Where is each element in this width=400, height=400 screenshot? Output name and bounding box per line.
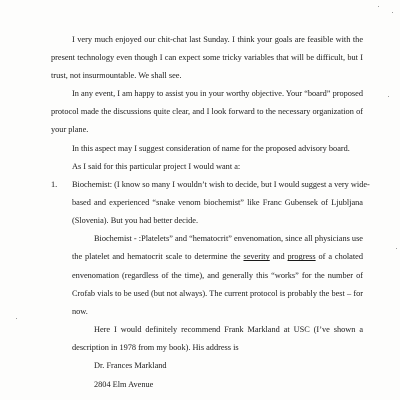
para5-line2-end: of a cholated <box>315 252 363 262</box>
para5-line4: Crofab vials to be used (but not always). The current protocol is probably the best – for <box>72 288 363 298</box>
item1-line3: (Slovenia). But you had better decide. <box>72 216 199 226</box>
progress-underlined: progress <box>287 252 316 262</box>
scan-speck <box>392 12 393 13</box>
para5-line5: now. <box>72 306 88 316</box>
scan-speck <box>388 96 389 97</box>
list-item-number: 1. <box>51 179 58 189</box>
item1-line2: based and experienced “snake venom biochemist” like Franc Gubensek of Ljubljana <box>72 198 363 207</box>
para6-line1: Here I would definitely recommend Frank Markland at USC (I’ve shown a <box>94 325 363 335</box>
para5-line2-start: the platelet and hematocrit scale to determine the <box>72 252 244 262</box>
address-name: Dr. Frances Markland <box>94 361 167 371</box>
para5-line2 <box>72 253 363 261</box>
para1-line1: I very much enjoyed our chit-chat last Sunday. I think your goals are feasible with the <box>72 34 363 44</box>
para2-line2: protocol made the discussions quite clear, and I look forward to the necessary organization of <box>51 107 363 117</box>
para3: In this aspect may I suggest consideration of name for the proposed advisory board. <box>72 143 350 153</box>
para5-line3: envenomation (regardless of the time), and generally this “works” for the number of <box>72 270 363 280</box>
para6-line2: description in 1978 from my book). His address is <box>72 343 239 353</box>
address-street: 2804 Elm Avenue <box>94 379 154 389</box>
item1-line1: Biochemist: (I know so many I wouldn’t wish to decide, but I would suggest a very wide- <box>72 179 370 189</box>
para2-line1: In any event, I am happy to assist you in your worthy objective. Your “board” proposed <box>72 89 363 98</box>
scan-speck <box>16 318 17 319</box>
severity-underlined: severity <box>243 252 270 262</box>
para1-line2: present technology even though I can expect some tricky variables that will be difficult, but I <box>51 52 363 62</box>
para5-line2-mid: and <box>269 252 288 262</box>
para2-line3: your plane. <box>51 125 89 135</box>
para1-line3: trust, not insurmountable. We shall see. <box>51 70 182 80</box>
scan-speck <box>378 6 379 7</box>
para4: As I said for this particular project I would want a: <box>72 161 241 171</box>
para5-line1: Biochemist - :Platelets” and “hematocrit” envenomation, since all physicians use <box>94 234 363 244</box>
scan-speck <box>396 248 397 249</box>
